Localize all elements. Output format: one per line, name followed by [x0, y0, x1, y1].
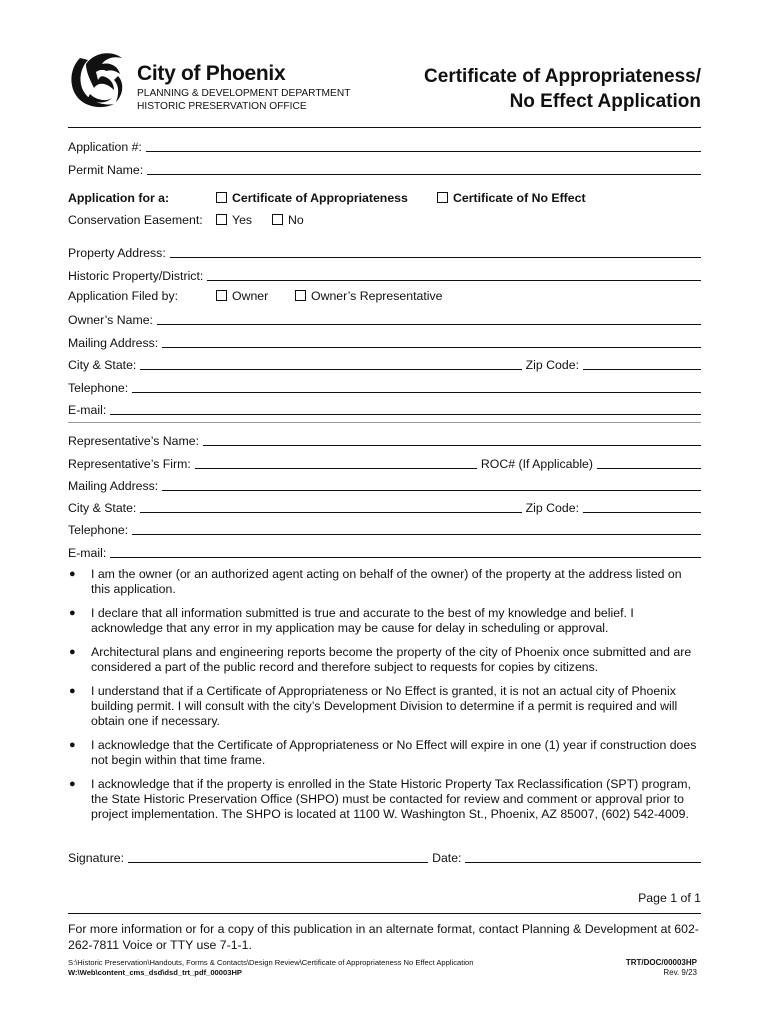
statements-list: [68, 567, 700, 831]
roc-label: ROC# (If Applicable): [480, 457, 593, 471]
footer-path-2: W:\Web\content_cms_dsd\dsd_trt_pdf_00003HP: [68, 968, 242, 977]
owner-zip-label: Zip Code:: [525, 358, 579, 372]
rep-telephone-field[interactable]: [132, 534, 701, 535]
org-name: City of Phoenix: [137, 62, 286, 85]
doc-code: TRT/DOC/00003HP: [625, 958, 697, 967]
easement-yes-label: Yes: [232, 213, 253, 227]
section-divider: [68, 422, 701, 423]
cne-option[interactable]: [437, 191, 586, 205]
statement-item: [68, 777, 700, 822]
form-title: [424, 64, 701, 114]
owner-city-field[interactable]: [140, 369, 521, 370]
owner-city-row: [68, 356, 701, 372]
statement-text: Architectural plans and engineering reports become the property of the city of Phoenix once submitted and are considered a part of the public record and therefore subject to requests for copies by citizens.: [91, 645, 692, 674]
rep-name-label: Representative’s Name:: [68, 434, 200, 448]
rep-zip-label: Zip Code:: [525, 501, 579, 515]
permit-name-row: [68, 161, 701, 177]
header-rule: [68, 127, 701, 128]
owner-telephone-field[interactable]: [132, 392, 701, 393]
rep-firm-field[interactable]: [195, 468, 477, 469]
rep-email-field[interactable]: [110, 557, 701, 558]
footer-info: For more information or for a copy of this publication in an alternate format, contact Planning & Development at 602-262-7811 Voice or TTY use 7-1-1.: [68, 922, 699, 952]
property-address-field[interactable]: [170, 257, 701, 258]
statement-item: [68, 645, 700, 675]
owner-mailing-label: Mailing Address:: [68, 336, 159, 350]
permit-name-label: Permit Name:: [68, 163, 144, 177]
easement-no-option[interactable]: [272, 213, 304, 227]
owner-zip-field[interactable]: [583, 369, 701, 370]
bullet-icon: ●: [69, 568, 76, 580]
coa-option[interactable]: [216, 191, 408, 205]
owner-telephone-row: [68, 379, 701, 395]
signature-row: [68, 849, 701, 865]
rep-telephone-label: Telephone:: [68, 523, 129, 537]
easement-no-label: No: [288, 213, 304, 227]
rep-name-row: [68, 432, 701, 448]
rep-email-label: E-mail:: [68, 546, 107, 560]
bullet-icon: ●: [69, 778, 76, 790]
easement-yes-option[interactable]: [216, 213, 252, 227]
footer-rule: [68, 913, 701, 914]
coa-checkbox[interactable]: [216, 192, 227, 203]
rep-name-field[interactable]: [203, 445, 701, 446]
application-for-label: Application for a:: [68, 191, 170, 205]
statement-item: [68, 738, 700, 768]
dept-line-2: HISTORIC PRESERVATION OFFICE: [137, 101, 307, 112]
signature-field[interactable]: [128, 862, 428, 863]
statement-item: [68, 567, 700, 597]
owner-name-row: [68, 311, 701, 327]
rep-email-row: [68, 544, 701, 560]
date-label: Date:: [432, 851, 462, 865]
cne-checkbox[interactable]: [437, 192, 448, 203]
owner-mailing-field[interactable]: [162, 347, 701, 348]
form-title-line-1: Certificate of Appropriateness/: [424, 66, 701, 87]
statement-text: I acknowledge that if the property is enrolled in the State Historic Property Tax Reclassification (SPT) program, the State Historic Preservation Office (SHPO) must be contacted for review and comment or approval prior to project implementation. The SHPO is located at 1100 W. Washington St., Phoenix, AZ 85007, (602) 542-4009.: [91, 777, 691, 821]
owner-rep-label: Owner’s Representative: [311, 289, 443, 303]
rep-mailing-row: [68, 477, 701, 493]
bullet-icon: ●: [69, 607, 76, 619]
historic-property-label: Historic Property/District:: [68, 269, 204, 283]
rep-mailing-field[interactable]: [162, 490, 701, 491]
roc-field[interactable]: [597, 468, 701, 469]
coa-label: Certificate of Appropriateness: [232, 191, 408, 205]
statement-item: [68, 606, 700, 636]
property-address-row: [68, 244, 701, 260]
cne-label: Certificate of No Effect: [453, 191, 586, 205]
statement-item: [68, 684, 700, 729]
easement-yes-checkbox[interactable]: [216, 214, 227, 225]
owner-label: Owner: [232, 289, 269, 303]
revision: Rev. 9/23: [663, 968, 697, 977]
rep-city-field[interactable]: [140, 512, 521, 513]
owner-name-label: Owner’s Name:: [68, 313, 153, 327]
dept-line-1: PLANNING & DEVELOPMENT DEPARTMENT: [137, 88, 351, 99]
owner-city-label: City & State:: [68, 358, 137, 372]
bullet-icon: ●: [69, 646, 76, 658]
filed-by-owner-option[interactable]: [216, 289, 268, 303]
rep-city-label: City & State:: [68, 501, 137, 515]
bullet-icon: ●: [69, 685, 76, 697]
historic-property-row: [68, 267, 701, 283]
date-field[interactable]: [465, 862, 701, 863]
bullet-icon: ●: [69, 739, 76, 751]
conservation-easement-label: Conservation Easement:: [68, 213, 203, 227]
property-address-label: Property Address:: [68, 246, 166, 260]
rep-city-row: [68, 499, 701, 515]
statement-text: I understand that if a Certificate of Appropriateness or No Effect is granted, it is not an actual city of Phoenix building permit. I will consult with the city’s Development Division to determine if a permit is required and will obtain one if necessary.: [91, 684, 678, 728]
rep-mailing-label: Mailing Address:: [68, 479, 159, 493]
easement-no-checkbox[interactable]: [272, 214, 283, 225]
filed-by-label: Application Filed by:: [68, 289, 179, 303]
rep-firm-label: Representative’s Firm:: [68, 457, 191, 471]
owner-name-field[interactable]: [157, 324, 701, 325]
historic-property-field[interactable]: [207, 280, 701, 281]
rep-firm-row: [68, 455, 701, 471]
filed-by-rep-option[interactable]: [295, 289, 442, 303]
owner-email-field[interactable]: [110, 414, 701, 415]
owner-email-row: [68, 401, 701, 417]
owner-mailing-row: [68, 334, 701, 350]
owner-rep-checkbox[interactable]: [295, 290, 306, 301]
owner-checkbox[interactable]: [216, 290, 227, 301]
statement-text: I am the owner (or an authorized agent acting on behalf of the owner) of the property at the address listed on this application.: [91, 567, 682, 596]
signature-label: Signature:: [68, 851, 125, 865]
application-number-row: [68, 138, 701, 154]
owner-email-label: E-mail:: [68, 403, 107, 417]
city-logo: [66, 46, 132, 110]
application-number-field[interactable]: [146, 151, 701, 152]
statement-text: I acknowledge that the Certificate of Appropriateness or No Effect will expire in one (1) year if construction does not begin within that time frame.: [91, 738, 697, 767]
form-title-line-2: No Effect Application: [509, 91, 701, 112]
footer-path-1: S:\Historic Preservation\Handouts, Forms & Contacts\Design Review\Certificate of Appropriateness No Effect Application: [68, 958, 474, 967]
permit-name-field[interactable]: [147, 174, 701, 175]
application-number-label: Application #:: [68, 140, 142, 154]
rep-zip-field[interactable]: [583, 512, 701, 513]
page-number: Page 1 of 1: [638, 891, 701, 905]
owner-telephone-label: Telephone:: [68, 381, 129, 395]
statement-text: I declare that all information submitted is true and accurate to the best of my knowledge and belief. I acknowledge that any error in my application may be cause for delay in scheduling or approval.: [91, 606, 634, 635]
rep-telephone-row: [68, 521, 701, 537]
phoenix-bird-logo-icon: [66, 46, 132, 110]
